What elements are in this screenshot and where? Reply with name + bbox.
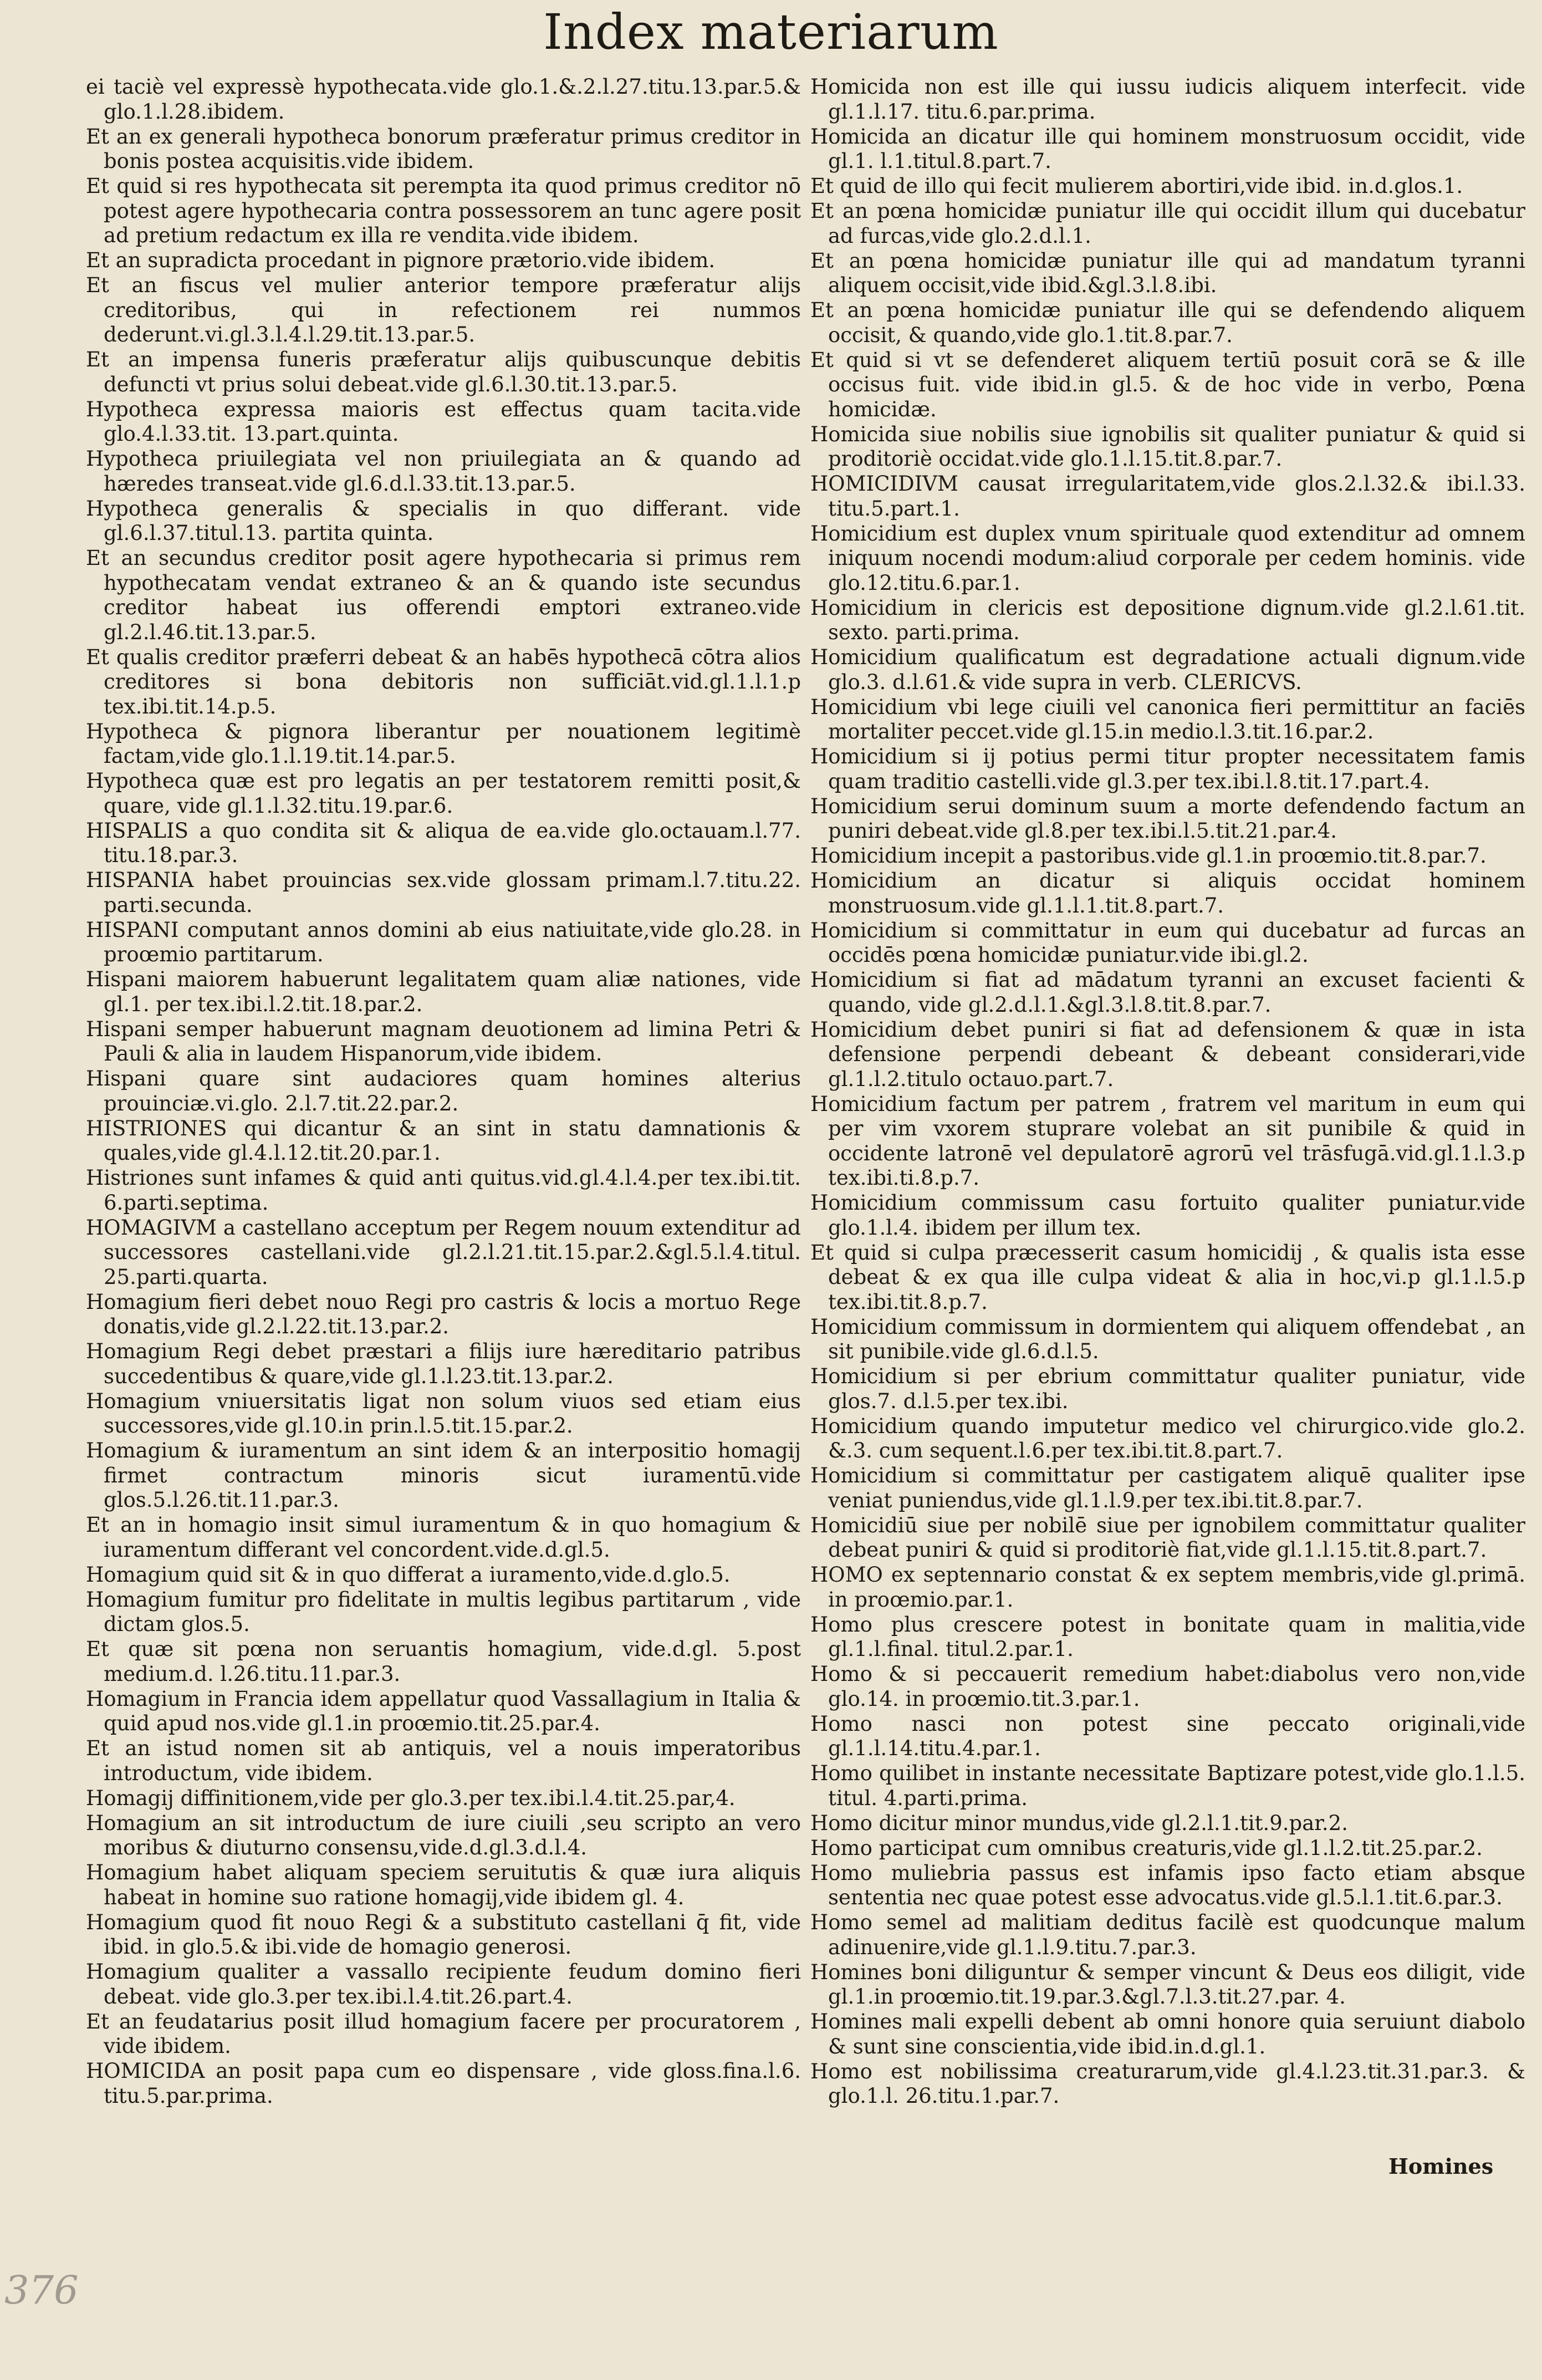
- index-entry: Et an pœna homicidæ puniatur ille qui occidit illum qui ducebatur ad furcas,vide glo.2.d.l.1.: [810, 199, 1525, 248]
- index-entry: Homo semel ad malitiam deditus facilè est quodcunque malum adinuenire,vide gl.1.l.9.titu.7.par.3.: [810, 1910, 1525, 1959]
- index-entry: Homicidium est duplex vnum spirituale quod extenditur ad omnem iniquum nocendi modum:aliud corporale per cedem hominis. vide glo.12.titu.6.par.1.: [810, 521, 1525, 595]
- index-entry: Homagium Regi debet præstari a filijs iure hæreditario patribus succedentibus & quare,vide gl.1.l.23.tit.13.par.2.: [86, 1339, 801, 1388]
- index-entry: Homagium in Francia idem appellatur quod Vassallagium in Italia & quid apud nos.vide gl.1.in proœmio.tit.25.par.4.: [86, 1686, 801, 1735]
- index-entry: Hypotheca & pignora liberantur per nouationem legitimè factam,vide glo.1.l.19.tit.14.par.5.: [86, 719, 801, 768]
- index-entry: Homo dicitur minor mundus,vide gl.2.l.1.tit.9.par.2.: [810, 1811, 1348, 1835]
- index-entry: Homicidium qualificatum est degradatione actuali dignum.vide glo.3. d.l.61.& vide supra in verb. CLERICVS.: [810, 645, 1525, 694]
- index-entry: Homo quilibet in instante necessitate Baptizare potest,vide glo.1.l.5. titul. 4.parti.prima.: [810, 1761, 1525, 1810]
- index-entry: Homicidium commissum in dormientem qui aliquem offendebat , an sit punibile.vide gl.6.d.l.5.: [810, 1314, 1525, 1363]
- index-entry: Homo participat cum omnibus creaturis,vide gl.1.l.2.tit.25.par.2.: [810, 1836, 1483, 1860]
- index-entry: Hypotheca expressa maioris est effectus quam tacita.vide glo.4.l.33.tit. 13.part.quinta.: [86, 397, 801, 446]
- index-entry: Homo nasci non potest sine peccato originali,vide gl.1.l.14.titu.4.par.1.: [810, 1711, 1525, 1760]
- index-entry: Hispani maiorem habuerunt legalitatem quam aliæ nationes, vide gl.1. per tex.ibi.l.2.tit.18.par.2.: [86, 967, 801, 1016]
- index-entry: ei taciè vel expressè hypothecata.vide glo.1.&.2.l.27.titu.13.par.5.& glo.1.l.28.ibidem.: [86, 75, 801, 124]
- index-entry: Homicidium si ij potius permi titur propter necessitatem famis quam traditio castelli.vide gl.3.per tex.ibi.l.8.tit.17.part.4.: [810, 745, 1525, 793]
- index-entry: Homo est nobilissima creaturarum,vide gl.4.l.23.tit.31.par.3. & glo.1.l. 26.titu.1.par.7.: [810, 2059, 1525, 2108]
- index-entry: Homagium qualiter a vassallo recipiente feudum domino fieri debeat. vide glo.3.per tex.ibi.l.4.tit.26.part.4.: [86, 1960, 801, 2009]
- index-entry: Et an pœna homicidæ puniatur ille qui se defendendo aliquem occisit, & quando,vide glo.1.tit.8.par.7.: [810, 298, 1525, 347]
- index-entry: Hypotheca priuilegiata vel non priuilegiata an & quando ad hæredes transeat.vide gl.6.d.l.33.tit.13.par.5.: [86, 447, 801, 496]
- index-entry: Histriones sunt infames & quid anti quitus.vid.gl.4.l.4.per tex.ibi.tit. 6.parti.septima.: [86, 1166, 801, 1215]
- index-entry: Homicidium quando imputetur medico vel chirurgico.vide glo.2. &.3. cum sequent.l.6.per tex.ibi.tit.8.part.7.: [810, 1414, 1525, 1462]
- index-entry: Et quid si vt se defenderet aliquem tertiū posuit corā se & ille occisus fuit. vide ibid.in gl.5. & de hoc vide in verbo, Pœna homicidæ.: [810, 348, 1525, 421]
- index-entry: Homicidium commissum casu fortuito qualiter puniatur.vide glo.1.l.4. ibidem per illum tex.: [810, 1191, 1525, 1240]
- index-entry: Homicidium si fiat ad mādatum tyranni an excuset facienti & quando, vide gl.2.d.l.1.&gl.3.l.8.tit.8.par.7.: [810, 968, 1525, 1017]
- index-entry: Homagium vniuersitatis ligat non solum viuos sed etiam eius successores,vide gl.10.in prin.l.5.tit.15.par.2.: [86, 1389, 801, 1438]
- left-column: [86, 75, 801, 2109]
- index-entry: Homicidium debet puniri si fiat ad defensionem & quæ in ista defensione perpendi debeant & debeant considerari,vide gl.1.l.2.titulo octauo.part.7.: [810, 1017, 1525, 1091]
- index-entry: HISPALIS a quo condita sit & aliqua de ea.vide glo.octauam.l.77. titu.18.par.3.: [86, 818, 801, 867]
- index-entry: Homo plus crescere potest in bonitate quam in malitia,vide gl.1.l.final. titul.2.par.1.: [810, 1612, 1525, 1661]
- index-entry: Et quæ sit pœna non seruantis homagium, vide.d.gl. 5.post medium.d. l.26.titu.11.par.3.: [86, 1637, 801, 1686]
- index-entry: Et quid si culpa præcesserit casum homicidij , & qualis ista esse debeat & ex qua ille culpa videat & alia in hoc,vi.p gl.1.l.5.p tex.ibi.tit.8.p.7.: [810, 1240, 1525, 1314]
- index-entry: Homo & si peccauerit remedium habet:diabolus vero non,vide glo.14. in proœmio.tit.3.par.1.: [810, 1662, 1525, 1711]
- index-entry: Et an feudatarius posit illud homagium facere per procuratorem , vide ibidem.: [86, 2009, 801, 2058]
- index-entry: Homicida non est ille qui iussu iudicis aliquem interfecit. vide gl.1.l.17. titu.6.par.prima.: [810, 75, 1525, 124]
- index-entry: Et an impensa funeris præferatur alijs quibuscunque debitis defuncti vt prius solui debeat.vide gl.6.l.30.tit.13.par.5.: [86, 348, 801, 396]
- index-entry: HOMO ex septennario constat & ex septem membris,vide gl.primā. in proœmio.par.1.: [810, 1563, 1525, 1612]
- handwritten-folio-note: 376: [4, 2267, 79, 2313]
- index-entry: HOMICIDA an posit papa cum eo dispensare , vide gloss.fina.l.6. titu.5.par.prima.: [86, 2059, 801, 2108]
- index-entry: Homagium quid sit & in quo differat a iuramento,vide.d.glo.5.: [86, 1562, 731, 1587]
- index-entry: Homicidium si per ebrium committatur qualiter puniatur, vide glos.7. d.l.5.per tex.ibi.: [810, 1364, 1525, 1413]
- index-entry: Homo muliebria passus est infamis ipso facto etiam absque sententia nec quae potest esse advocatus.vide gl.5.l.1.tit.6.par.3.: [810, 1861, 1525, 1909]
- index-entry: Hypotheca quæ est pro legatis an per testatorem remitti posit,& quare, vide gl.1.l.32.titu.19.par.6.: [86, 769, 801, 818]
- index-entry: Homagium habet aliquam speciem seruitutis & quæ iura aliquis habeat in homine suo ratione homagij,vide ibidem gl. 4.: [86, 1861, 801, 1909]
- index-entry: Homines mali expelli debent ab omni honore quia seruiunt diabolo & sunt sine conscientia,vide ibid.in.d.gl.1.: [810, 2010, 1525, 2058]
- index-entry: Et qualis creditor præferri debeat & an habēs hypothecā cōtra alios creditores si bona debitoris non sufficiāt.vid.gl.1.l.1.p tex.ibi.tit.14.p.5.: [86, 645, 801, 718]
- index-entry: HISPANIA habet prouincias sex.vide glossam primam.l.7.titu.22. parti.secunda.: [86, 868, 801, 917]
- index-entry: Homagium an sit introductum de iure ciuili ,seu scripto an vero moribus & diuturno consensu,vide.d.gl.3.d.l.4.: [86, 1811, 801, 1859]
- index-entry: Et an supradicta procedant in pignore prætorio.vide ibidem.: [86, 248, 716, 272]
- index-entry: Homicida siue nobilis siue ignobilis sit qualiter puniatur & quid si proditoriè occidat.vide glo.1.l.15.tit.8.par.7.: [810, 422, 1525, 471]
- index-entry: Homicidium an dicatur si aliquis occidat hominem monstruosum.vide gl.1.l.1.tit.8.part.7.: [810, 869, 1525, 918]
- index-entry: Homicidium si committatur in eum qui ducebatur ad furcas an occidēs pœna homicidæ puniatur.vide ibi.gl.2.: [810, 918, 1525, 967]
- index-entry: Et quid si res hypothecata sit perempta ita quod primus creditor nō potest agere hypothecaria contra possessorem an tunc agere posit ad pretium redactum ex illa re vendita.vide ibidem.: [86, 174, 801, 247]
- index-entry: HOMICIDIVM causat irregularitatem,vide glos.2.l.32.& ibi.l.33. titu.5.part.1.: [810, 472, 1525, 521]
- index-entry: Et an in homagio insit simul iuramentum & in quo homagium & iuramentum differant vel concordent.vide.d.gl.5.: [86, 1513, 801, 1562]
- index-entry: Homicidium incepit a pastoribus.vide gl.1.in proœmio.tit.8.par.7.: [810, 844, 1487, 868]
- catchword: Homines: [1388, 2154, 1494, 2179]
- index-entry: Et an ex generali hypotheca bonorum præferatur primus creditor in bonis postea acquisitis.vide ibidem.: [86, 124, 801, 173]
- index-entry: Hypotheca generalis & specialis in quo differant. vide gl.6.l.37.titul.13. partita quinta.: [86, 496, 801, 545]
- index-entry: Et an pœna homicidæ puniatur ille qui ad mandatum tyranni aliquem occisit,vide ibid.&gl.3.l.8.ibi.: [810, 248, 1525, 297]
- index-entry: Homagij diffinitionem,vide per glo.3.per tex.ibi.l.4.tit.25.par,4.: [86, 1786, 736, 1810]
- index-entry: HISTRIONES qui dicantur & an sint in statu damnationis & quales,vide gl.4.l.12.tit.20.par.1.: [86, 1116, 801, 1165]
- index-entry: Homicidium vbi lege ciuili vel canonica fieri permittitur an faciēs mortaliter peccet.vide gl.15.in medio.l.3.tit.16.par.2.: [810, 695, 1525, 743]
- index-entry: Hispani semper habuerunt magnam deuotionem ad limina Petri & Pauli & alia in laudem Hispanorum,vide ibidem.: [86, 1017, 801, 1066]
- index-entry: Homicida an dicatur ille qui hominem monstruosum occidit, vide gl.1. l.1.titul.8.part.7.: [810, 124, 1525, 173]
- index-entry: Homines boni diliguntur & semper vincunt & Deus eos diligit, vide gl.1.in proœmio.tit.19.par.3.&gl.7.l.3.tit.27.par. 4.: [810, 1960, 1525, 2009]
- index-entry: Homagium fumitur pro fidelitate in multis legibus partitarum , vide dictam glos.5.: [86, 1587, 801, 1636]
- index-entry: Homagium fieri debet nouo Regi pro castris & locis a mortuo Rege donatis,vide gl.2.l.22.tit.13.par.2.: [86, 1290, 801, 1338]
- index-entry: HISPANI computant annos domini ab eius natiuitate,vide glo.28. in proœmio partitarum.: [86, 918, 801, 966]
- index-entry: Et an istud nomen sit ab antiquis, vel a nouis imperatoribus introductum, vide ibidem.: [86, 1736, 801, 1785]
- index-entry: HOMAGIVM a castellano acceptum per Regem nouum extenditur ad successores castellani.vide gl.2.l.21.tit.15.par.2.&gl.5.l.4.titul. 25.parti.quarta.: [86, 1215, 801, 1289]
- index-entry: Homicidium serui dominum suum a morte defendendo factum an puniri debeat.vide gl.8.per tex.ibi.l.5.tit.21.par.4.: [810, 794, 1525, 843]
- index-entry: Et an fiscus vel mulier anterior tempore præferatur alijs creditoribus, qui in refectionem rei nummos dederunt.vi.gl.3.l.4.l.29.tit.13.par.5.: [86, 273, 801, 346]
- index-entry: Homicidium si committatur per castigatem aliquē qualiter ipse veniat puniendus,vide gl.1.l.9.per tex.ibi.tit.8.par.7.: [810, 1464, 1525, 1512]
- page-title: Index materiarum: [543, 3, 999, 60]
- right-column: [810, 75, 1525, 2109]
- index-entry: Homicidium in clericis est depositione dignum.vide gl.2.l.61.tit. sexto. parti.prima.: [810, 595, 1525, 644]
- index-entry: Homicidiū siue per nobilē siue per ignobilem committatur qualiter debeat puniri & quid si proditoriè fiat,vide gl.1.l.15.tit.8.part.7.: [810, 1513, 1525, 1562]
- index-entry: Homicidium factum per patrem , fratrem vel maritum in eum qui per vim vxorem stuprare volebat an sit punibile & quid in occidente latronē vel depulatorē agrorū vel trāsfugā.vid.gl.1.l.3.p tex.ibi.ti.8.p.7.: [810, 1092, 1525, 1190]
- index-entry: Homagium quod fit nouo Regi & a substituto castellani q̄ fit, vide ibid. in glo.5.& ibi.vide de homagio generosi.: [86, 1910, 801, 1959]
- index-entry: Homagium & iuramentum an sint idem & an interpositio homagij firmet contractum minoris sicut iuramentū.vide glos.5.l.26.tit.11.par.3.: [86, 1439, 801, 1512]
- index-entry: Et quid de illo qui fecit mulierem abortiri,vide ibid. in.d.glos.1.: [810, 174, 1463, 198]
- index-entry: Hispani quare sint audaciores quam homines alterius prouinciæ.vi.glo. 2.l.7.tit.22.par.2.: [86, 1067, 801, 1115]
- index-entry: Et an secundus creditor posit agere hypothecaria si primus rem hypothecatam vendat extraneo & an & quando iste secundus creditor habeat ius offerendi emptori extraneo.vide gl.2.l.46.tit.13.par.5.: [86, 546, 801, 644]
